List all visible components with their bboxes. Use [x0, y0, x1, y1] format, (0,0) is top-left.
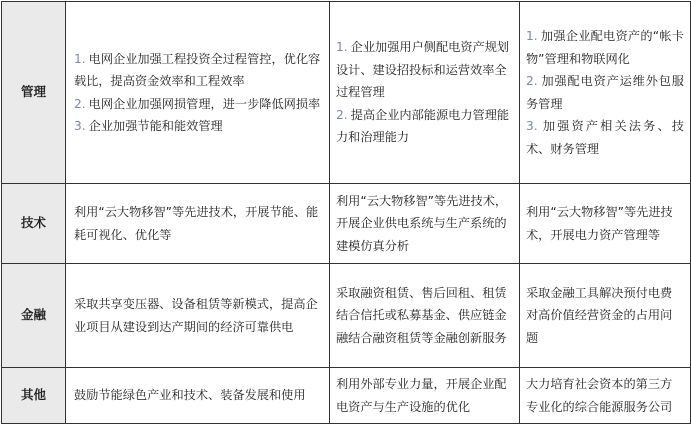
- technology-cell-3: 利用“云大物移智”等先进技术，开展电力资产管理等: [520, 184, 691, 264]
- technology-cell-2: 利用“云大物移智”等先进技术，开展企业供电系统与生产系统的建模仿真分析: [330, 184, 520, 264]
- management-cell-1: [66, 2, 330, 184]
- list-item: 2. 提高企业内部能源电力管理能力和治理能力: [336, 107, 510, 145]
- table-row-management: [2, 2, 691, 184]
- row-header-finance: 金融: [2, 264, 66, 368]
- row-header-technology: 技术: [2, 184, 66, 264]
- table-row-other: [2, 368, 691, 424]
- list-item: 2. 电网企业加强网损管理，进一步降低网损率: [74, 96, 321, 111]
- finance-cell-1: 采取共享变压器、设备租赁等新模式，提高企业项目从建设到达产期间的经济可靠供电: [66, 264, 330, 368]
- list-item: 3. 加强资产相关法务、技术、财务管理: [526, 119, 684, 156]
- other-cell-2: 利用外部专业力量，开展企业配电资产与生产设施的优化: [330, 368, 520, 424]
- list-item: 1. 电网企业加强工程投资全过程管控，优化容载比，提高资金效率和工程效率: [74, 51, 321, 88]
- management-cell-3: [520, 2, 691, 184]
- list-item: 1. 企业加强用户侧配电资产规划设计、建设招投标和运营效率全过程管理: [336, 40, 510, 100]
- list-item: 2. 加强配电资产运维外包服务管理: [526, 74, 684, 111]
- list-item: 3. 企业加强节能和能效管理: [74, 119, 223, 133]
- table-row-technology: [2, 184, 691, 264]
- finance-cell-3: 采取金融工具解决预付电费对高价值经营资金的占用问题: [520, 264, 691, 368]
- comparison-table: [1, 1, 691, 424]
- row-header-other: 其他: [2, 368, 66, 424]
- other-cell-3: 大力培育社会资本的第三方专业化的综合能源服务公司: [520, 368, 691, 424]
- row-header-management: 管理: [2, 2, 66, 184]
- list-item: 1. 加强企业配电资产的“帐卡物”管理和物联网化: [526, 29, 684, 66]
- finance-cell-2: 采取融资租赁、售后回租、租赁结合信托或私募基金、供应链金融结合融资租赁等金融创新服务: [330, 264, 520, 368]
- technology-cell-1: 利用“云大物移智”等先进技术，开展节能、能耗可视化、优化等: [66, 184, 330, 264]
- table-row-finance: [2, 264, 691, 368]
- other-cell-1: 鼓励节能绿色产业和技术、装备发展和使用: [66, 368, 330, 424]
- management-cell-2: [330, 2, 520, 184]
